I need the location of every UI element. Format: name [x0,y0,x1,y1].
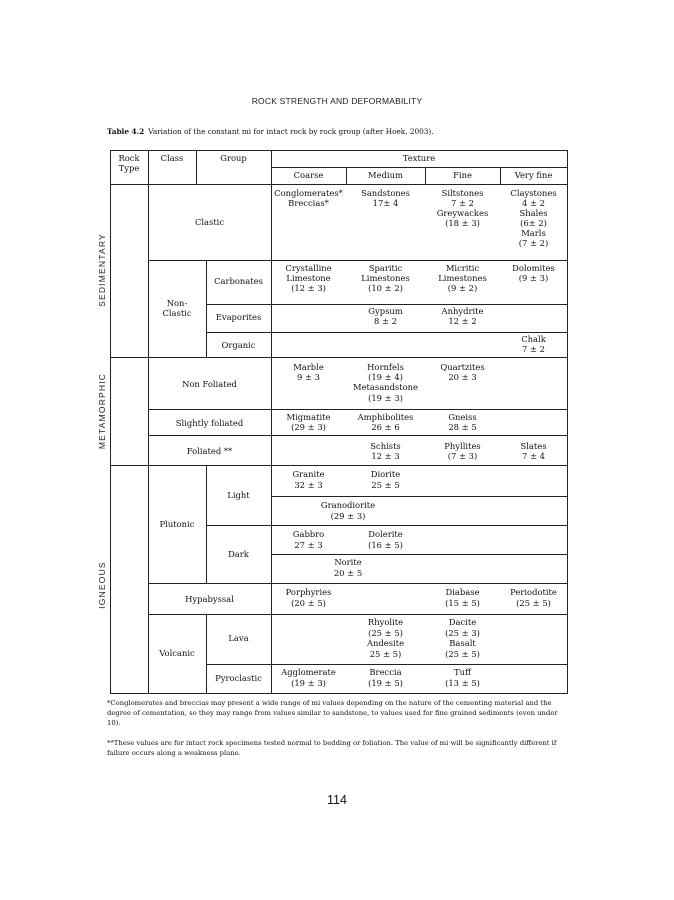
cell-breccias: Breccias* [288,198,329,208]
cell-norite: Norite [334,557,362,567]
cell-diorite-value: 25 ± 5 [371,480,400,490]
rule [148,435,567,436]
cell-gneiss-value: 28 ± 5 [448,422,477,432]
rule [206,664,567,665]
class-hypabyssal: Hypabyssal [185,594,234,604]
cell-dacite: Dacite [448,617,477,627]
cell-dolerite-value: (16 ± 5) [368,540,403,550]
cell-agglomerate: Agglomerate [281,667,336,677]
cell-andesite: Andesite [366,638,405,648]
cell-breccia-value: (19 ± 5) [368,678,403,688]
header-fine: Fine [453,170,472,180]
rule [110,184,567,185]
cell-gabbro-value: 27 ± 3 [294,540,323,550]
rule [206,332,567,333]
cell-porphyries: Porphyries [285,587,332,597]
cell-hornfels-value: (19 ± 4) [368,372,403,382]
cell-micritic-limestones: Limestones [438,273,487,283]
cell-crystalline: Crystalline [285,263,332,273]
cell-porphyries-value: (20 ± 5) [291,598,326,608]
cell-agglomerate-value: (19 ± 3) [291,678,326,688]
cell-diabase: Diabase [445,587,480,597]
header-rock-type: Rock [118,153,140,163]
cell-crystalline-limestone: Limestone [286,273,331,283]
cell-marls-value: (7 ± 2) [518,238,549,248]
cell-migmatite-value: (29 ± 3) [291,422,326,432]
cell-shales: Shales [519,208,548,218]
cell-periodotite: Periodotite [510,587,557,597]
cell-granite-value: 32 ± 3 [294,480,323,490]
cell-diabase-value: (15 ± 5) [445,598,480,608]
cell-schists: Schists [370,441,401,451]
rule [206,465,207,584]
cell-chalk-value: 7 ± 2 [522,344,545,354]
cell-schists-value: 12 ± 3 [371,451,400,461]
rule [271,496,567,497]
cell-gabbro: Gabbro [292,529,325,539]
cell-marls: Marls [521,228,546,238]
cell-dolomites-value: (9 ± 3) [518,273,549,283]
cell-marble: Marble [293,362,324,372]
cell-greywackes: Greywackes [436,208,489,218]
cell-sparitic: Sparitic [368,263,403,273]
cell-siltstones: Siltstones [441,188,484,198]
cell-micritic-value: (9 ± 2) [447,283,478,293]
header-very-fine: Very fine [514,170,553,180]
rule [148,409,567,410]
rule [148,614,567,615]
rule [567,150,568,694]
group-evaporites: Evaporites [215,312,262,322]
group-carbonates: Carbonates [214,276,263,286]
cell-periodotite-value: (25 ± 5) [516,598,551,608]
cell-conglomerates: Conglomerates* [274,188,343,198]
rule [271,167,567,168]
group-light: Light [227,490,250,500]
rule [148,583,567,584]
group-pyroclastic: Pyroclastic [215,673,262,683]
class-non-clastic: Non- [166,298,188,308]
cell-slates: Slates [520,441,547,451]
rule [206,304,567,305]
cell-dolomites: Dolomites [512,263,555,273]
side-label-sedimentary: SEDIMENTARY [97,233,107,307]
cell-phyllites: Phyllites [444,441,481,451]
cell-claystones-value: 4 ± 2 [522,198,545,208]
cell-norite-value: 20 ± 5 [333,568,363,578]
caption-label: Table 4.2 [107,127,145,136]
cell-tuff-value: (13 ± 5) [445,678,480,688]
header-rock-type-2: Type [118,163,140,173]
cell-gypsum-value: 8 ± 2 [374,316,397,326]
cell-sparitic-limestones: Limestones [361,273,410,283]
cell-rhyolite-value: (25 ± 5) [368,628,403,638]
class-slightly-foliated: Slightly foliated [175,418,244,428]
page-number: 114 [327,793,347,807]
header-group: Group [220,153,247,163]
group-lava: Lava [228,633,249,643]
cell-claystones: Claystones [510,188,557,198]
cell-metasandstone-value: (19 ± 3) [368,393,403,403]
footnote-1: *Conglomerates and breccias may present a wide range of mi values depending on the nature of the cementing material and the degree of cementation, so they may range from values similar to sandstone, to values used for fine grained sediments (even under 10). [107,699,558,727]
cell-quartzites-value: 20 ± 3 [448,372,477,382]
cell-phyllites-value: (7 ± 3) [447,451,478,461]
cell-migmatite: Migmatite [286,412,331,422]
class-foliated: Foliated ** [186,446,233,456]
rule [110,693,567,694]
side-label-metamorphic: METAMORPHIC [97,372,107,450]
rule [110,465,567,466]
cell-quartzites: Quartzites [440,362,485,372]
cell-granodiorite: Granodiorite [320,500,376,510]
cell-chalk: Chalk [521,334,546,344]
running-header: ROCK STRENGTH AND DEFORMABILITY [251,96,423,106]
cell-siltstones-value: 7 ± 2 [451,198,474,208]
rule [271,554,567,555]
cell-sandstones-value: 17± 4 [372,198,399,208]
class-plutonic: Plutonic [159,519,195,529]
cell-shales-value: (6± 2) [520,218,547,228]
cell-crystalline-value: (12 ± 3) [291,283,326,293]
cell-sparitic-value: (10 ± 2) [368,283,403,293]
cell-anhydrite-value: 12 ± 2 [448,316,477,326]
cell-basalt-value: (25 ± 5) [445,649,480,659]
cell-basalt: Basalt [449,638,476,648]
cell-amphibolites-value: 26 ± 6 [371,422,400,432]
cell-slates-value: 7 ± 4 [522,451,545,461]
rule [110,150,567,151]
cell-sandstones: Sandstones [361,188,410,198]
rule [206,525,567,526]
cell-metasandstone: Metasandstone [353,382,418,392]
cell-micritic: Micritic [445,263,480,273]
caption-text: Variation of the constant mi for intact rock by rock group (after Hoek, 2003). [148,127,434,136]
cell-gypsum: Gypsum [368,306,403,316]
cell-breccia: Breccia [369,667,402,677]
cell-anhydrite: Anhydrite [441,306,484,316]
table-caption [107,127,434,136]
footnote-2: **These values are for intact rock specimens tested normal to bedding or foliation. The value of mi will be significantly different if failure occurs along a weakness plane. [107,739,557,757]
class-non-clastic-2: Clastic [162,308,192,318]
rule [110,150,111,694]
group-organic: Organic [221,340,256,350]
cell-diorite: Diorite [370,469,401,479]
class-volcanic: Volcanic [159,648,195,658]
header-coarse: Coarse [293,170,324,180]
cell-hornfels: Hornfels [367,362,404,372]
cell-andesite-value: 25 ± 5) [369,649,402,659]
cell-greywackes-value: (18 ± 3) [445,218,480,228]
side-label-igneous: IGNEOUS [97,561,107,609]
header-class: Class [160,153,184,163]
cell-tuff: Tuff [454,667,471,677]
class-clastic: Clastic [194,217,225,227]
cell-granodiorite-value: (29 ± 3) [330,511,366,521]
cell-dolerite: Dolerite [368,529,403,539]
class-non-foliated: Non Foliated [182,379,237,389]
cell-gneiss: Gneiss [448,412,477,422]
group-dark: Dark [228,549,249,559]
cell-marble-value: 9 ± 3 [297,372,320,382]
cell-dacite-value: (25 ± 3) [445,628,480,638]
cell-rhyolite: Rhyolite [367,617,404,627]
header-medium: Medium [368,170,403,180]
cell-amphibolites: Amphibolites [357,412,414,422]
cell-granite: Granite [292,469,325,479]
rule [148,260,567,261]
rule [110,357,567,358]
header-texture: Texture [402,153,436,163]
